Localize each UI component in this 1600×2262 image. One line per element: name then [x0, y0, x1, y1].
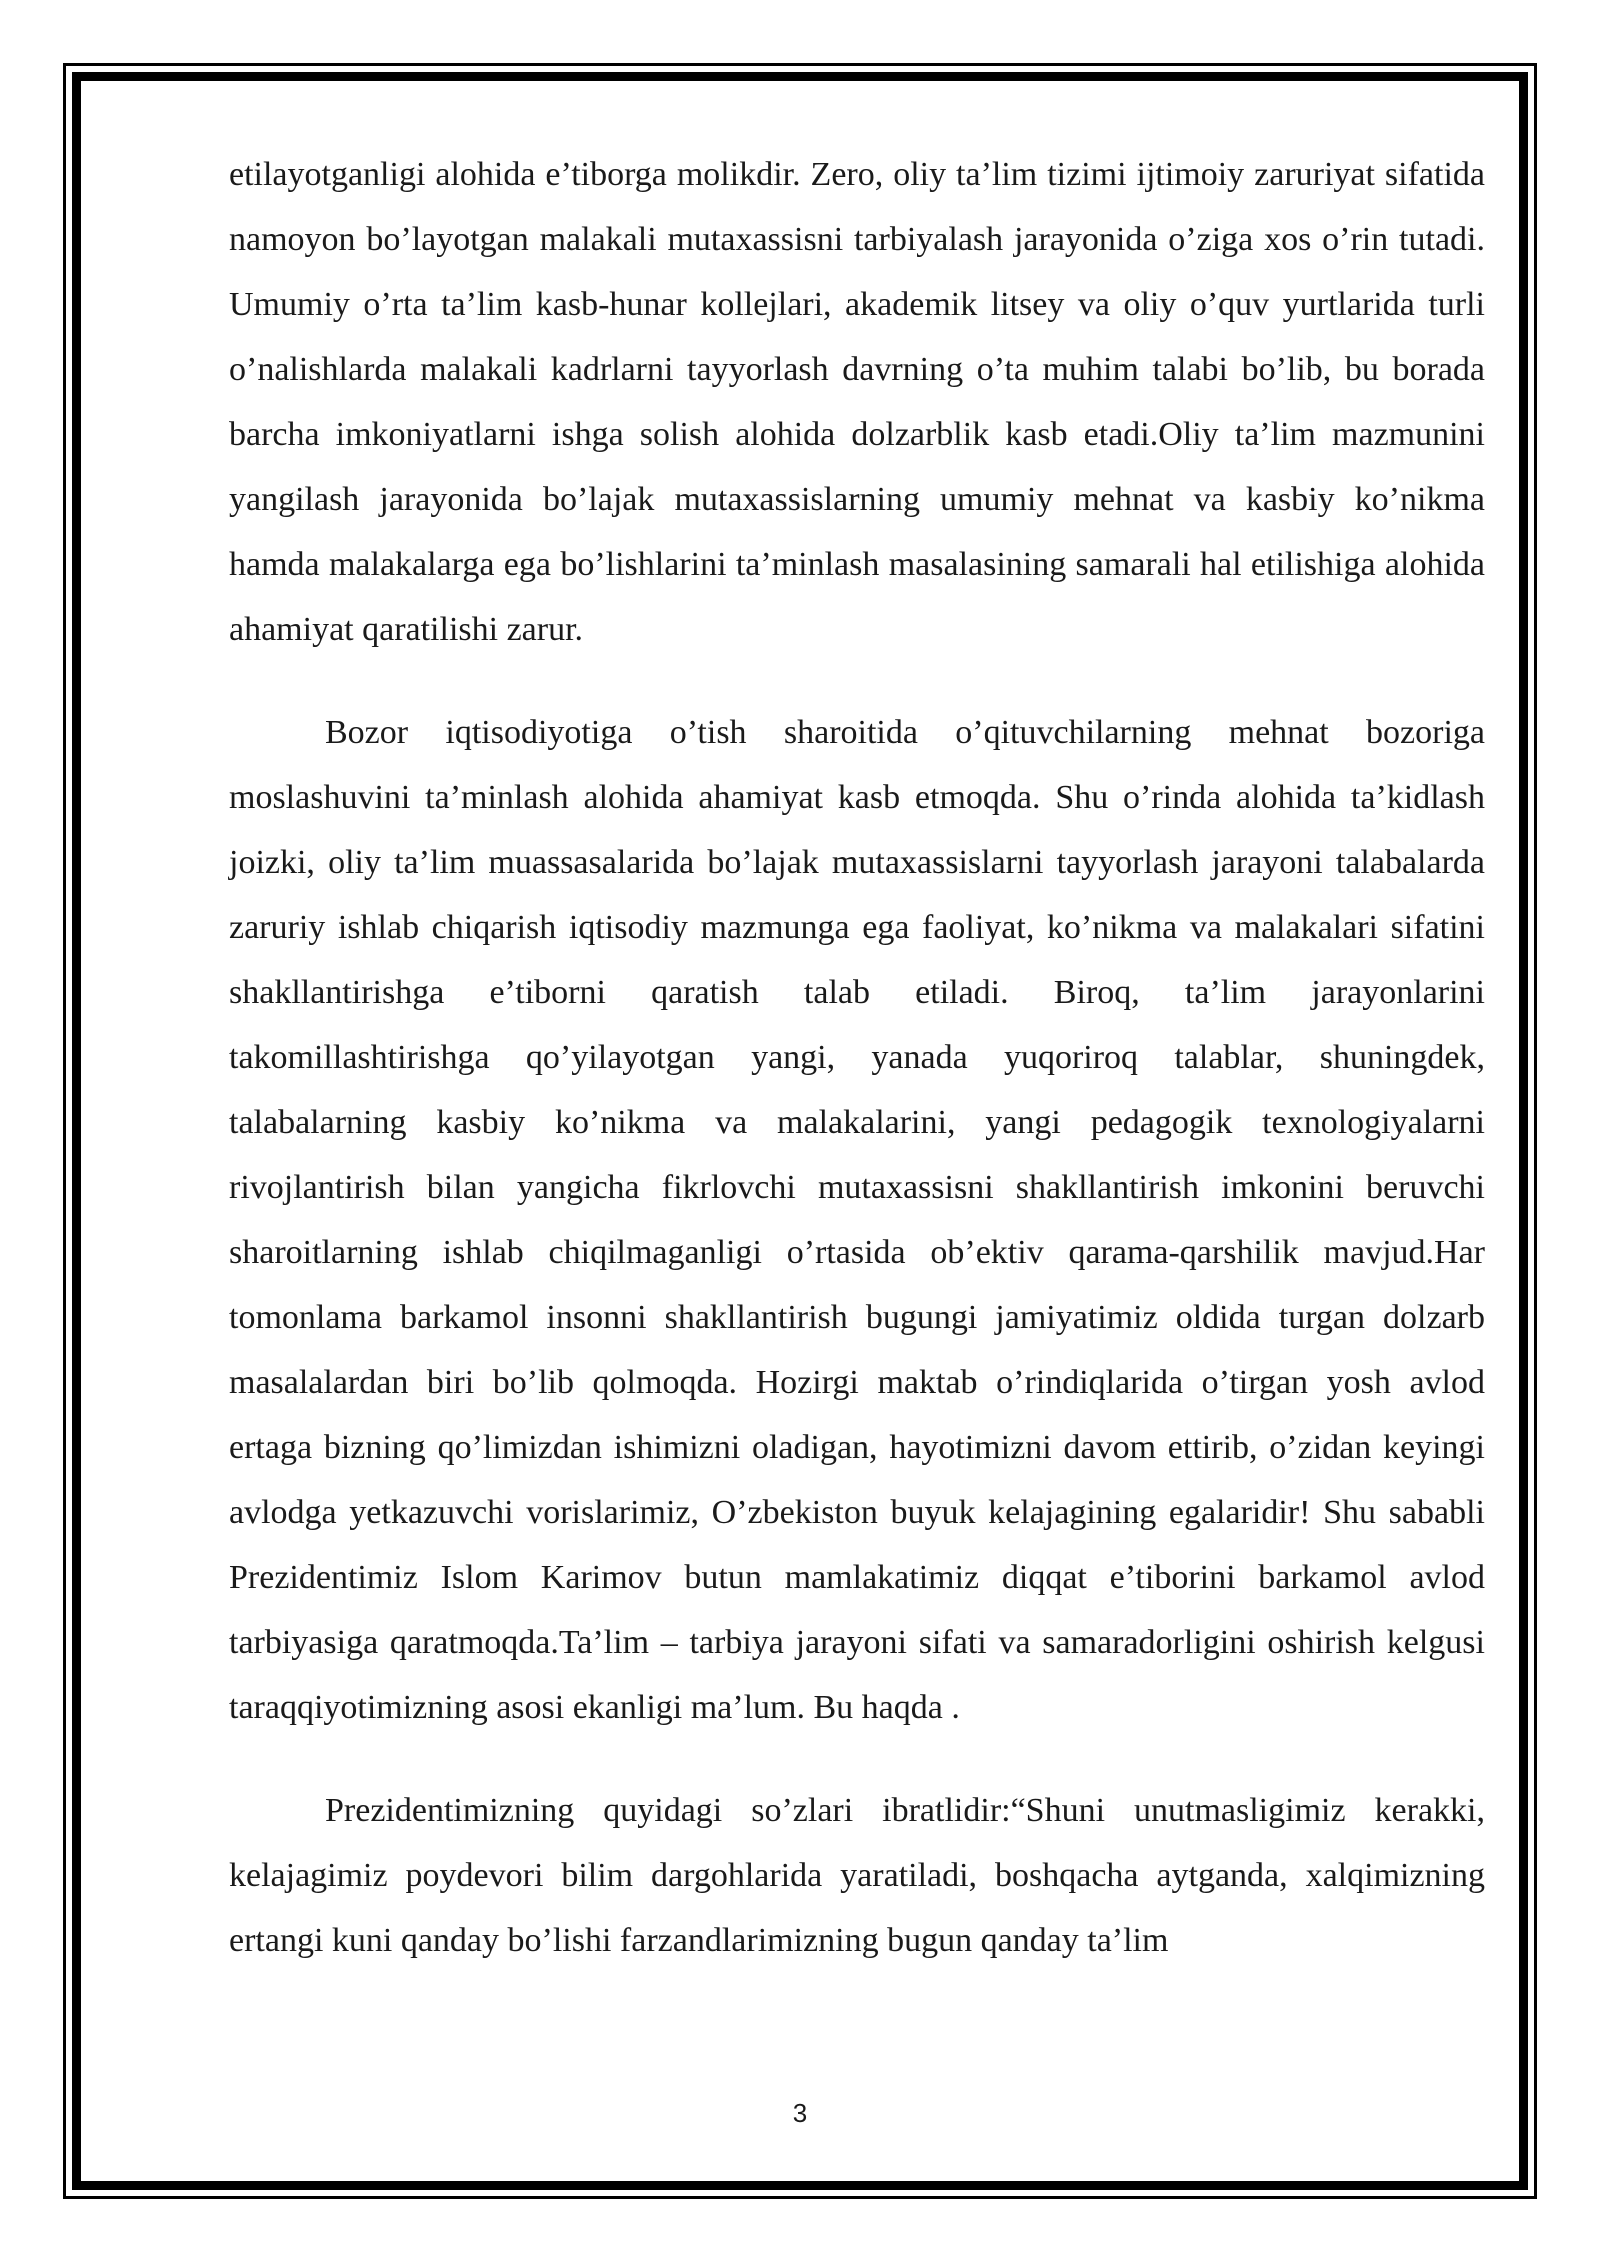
paragraph-1: etilayotganligi alohida e’tiborga molikdir. Zero, oliy ta’lim tizimi ijtimoiy zaruriyat sifatida namoyon bo’layotgan malakali mutaxassisni tarbiyalash jarayonida o’ziga xos o’rin tutadi. Umumiy o’rta ta’lim kasb-hunar kollejlari, akademik litsey va oliy o’quv yurtlarida turli o’nalishlarda malakali kadrlarni tayyorlash davrning o’ta muhim talabi bo’lib, bu borada barcha imkoniyatlarni ishga solish alohida dolzarblik kasb etadi.Oliy ta’lim mazmunini yangilash jarayonida bo’lajak mutaxassislarning umumiy mehnat va kasbiy ko’nikma hamda malakalarga ega bo’lishlarini ta’minlash masalasining samarali hal etilishiga alohida ahamiyat qaratilishi zarur. [229, 156, 1485, 648]
paragraph-3: Prezidentimizning quyidagi so’zlari ibratlidir:“Shuni unutmasligimiz kerakki, kelajagimiz poydevori bilim dargohlarida yaratiladi, boshqacha aytganda, xalqimizning ertangi kuni qanday bo’lishi farzandlarimizning bugun qanday ta’lim [229, 1792, 1485, 1959]
paragraph-2: Bozor iqtisodiyotiga o’tish sharoitida o’qituvchilarning mehnat bozoriga moslashuvini ta’minlash alohida ahamiyat kasb etmoqda. Shu o’rinda alohida ta’kidlash joizki, oliy ta’lim muassasalarida bo’lajak mutaxassislarni tayyorlash jarayoni talabalarda zaruriy ishlab chiqarish iqtisodiy mazmunga ega faoliyat, ko’nikma va malakalari sifatini shakllantirishga e’tiborni qaratish talab etiladi. Biroq, ta’lim jarayonlarini takomillashtirishga qo’yilayotgan yangi, yanada yuqoriroq talablar, shuningdek, talabalarning kasbiy ko’nikma va malakalarini, yangi pedagogik texnologiyalarni rivojlantirish bilan yangicha fikrlovchi mutaxassisni shakllantirish imkonini beruvchi sharoitlarning ishlab chiqilmaganligi o’rtasida ob’ektiv qarama-qarshilik mavjud.Har tomonlama barkamol insonni shakllantirish bugungi jamiyatimiz oldida turgan dolzarb masalalardan biri bo’lib qolmoqda. Hozirgi maktab o’rindiqlarida o’tirgan yosh avlod ertaga bizning qo’limizdan ishimizni oladigan, hayotimizni davom ettirib, o’zidan keyingi avlodga yetkazuvchi vorislarimiz, O’zbekiston buyuk kelajagining egalaridir! Shu sababli Prezidentimiz Islom Karimov butun mamlakatimiz diqqat e’tiborini barkamol avlod tarbiyasiga qaratmoqda.Ta’lim – tarbiya jarayoni sifati va samaradorligini oshirish kelgusi taraqqiyotimizning asosi ekanligi ma’lum. Bu haqda . [229, 714, 1485, 1726]
document-body [229, 142, 1485, 1973]
page-number: 3 [792, 2098, 808, 2128]
